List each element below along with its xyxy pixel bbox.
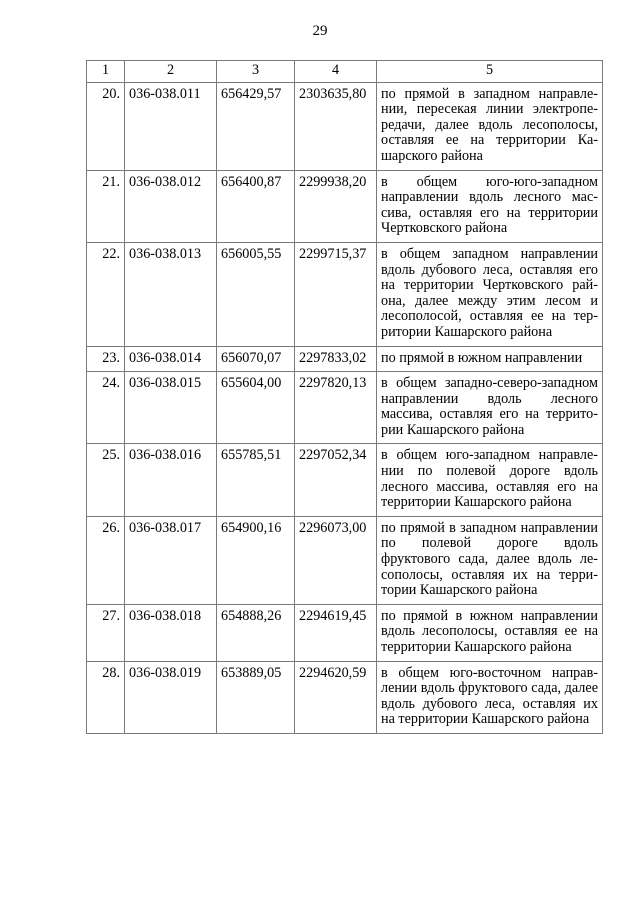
row-number: 20. — [87, 82, 125, 170]
coord-x: 655604,00 — [217, 372, 295, 444]
boundary-description: по прямой в южном направлении — [377, 346, 603, 372]
header-col-4: 4 — [295, 61, 377, 83]
row-number: 22. — [87, 242, 125, 346]
point-code: 036-038.013 — [125, 242, 217, 346]
coord-x: 656400,87 — [217, 170, 295, 242]
boundary-description: в общем юго-восточном направлении вдоль фруктового сада, далее вдоль дубового леса, оставляя их на территории Кашарского района — [377, 661, 603, 733]
coord-x: 656070,07 — [217, 346, 295, 372]
header-col-3: 3 — [217, 61, 295, 83]
table-row — [87, 346, 603, 372]
coord-y: 2296073,00 — [295, 516, 377, 604]
coord-y: 2303635,80 — [295, 82, 377, 170]
point-code: 036-038.012 — [125, 170, 217, 242]
table-row — [87, 661, 603, 733]
coord-y: 2297820,13 — [295, 372, 377, 444]
row-number: 26. — [87, 516, 125, 604]
row-number: 24. — [87, 372, 125, 444]
row-number: 21. — [87, 170, 125, 242]
coord-y: 2297052,34 — [295, 444, 377, 516]
coord-y: 2294619,45 — [295, 604, 377, 661]
coord-x: 656005,55 — [217, 242, 295, 346]
table-row — [87, 372, 603, 444]
point-code: 036-038.014 — [125, 346, 217, 372]
boundary-description: по прямой в западном направлении по полевой дороге вдоль фруктового сада, далее вдоль лесополосы, оставляя их на территории Кашарского района — [377, 516, 603, 604]
table-row — [87, 82, 603, 170]
row-number: 28. — [87, 661, 125, 733]
table-row — [87, 444, 603, 516]
table-row — [87, 516, 603, 604]
point-code: 036-038.019 — [125, 661, 217, 733]
page-number: 29 — [312, 23, 328, 39]
header-col-2: 2 — [125, 61, 217, 83]
boundary-description: в общем западном направлении вдоль дубового леса, оставляя его на территории Чертковского района, далее между этим лесом и лесополосой, оставляя ее на территории Кашарского района — [377, 242, 603, 346]
coord-y: 2294620,59 — [295, 661, 377, 733]
point-code: 036-038.016 — [125, 444, 217, 516]
coord-x: 656429,57 — [217, 82, 295, 170]
header-col-1: 1 — [87, 61, 125, 83]
header-row — [87, 61, 603, 83]
coord-y: 2299715,37 — [295, 242, 377, 346]
point-code: 036-038.015 — [125, 372, 217, 444]
coord-x: 655785,51 — [217, 444, 295, 516]
coord-y: 2297833,02 — [295, 346, 377, 372]
header-col-5: 5 — [377, 61, 603, 83]
boundary-description: по прямой в южном направлении вдоль лесополосы, оставляя ее на территории Кашарского района — [377, 604, 603, 661]
point-code: 036-038.011 — [125, 82, 217, 170]
boundary-description: в общем юго-юго-западном направлении вдоль лесного массива, оставляя его на территории Чертковского района — [377, 170, 603, 242]
boundary-description: в общем западно-северо-западном направлении вдоль лесного массива, оставляя его на территории Кашарского района — [377, 372, 603, 444]
coord-x: 654888,26 — [217, 604, 295, 661]
boundary-description: в общем юго-западном направлении по полевой дороге вдоль лесного массива, оставляя его на территории Кашарского района — [377, 444, 603, 516]
boundary-points-table — [86, 60, 603, 734]
row-number: 27. — [87, 604, 125, 661]
table-row — [87, 170, 603, 242]
table-row — [87, 242, 603, 346]
coord-y: 2299938,20 — [295, 170, 377, 242]
point-code: 036-038.017 — [125, 516, 217, 604]
coord-x: 653889,05 — [217, 661, 295, 733]
row-number: 25. — [87, 444, 125, 516]
boundary-description: по прямой в западном направлении, пересекая линии электропередачи, далее вдоль лесополосы, оставляя ее на территории Кашарского района — [377, 82, 603, 170]
row-number: 23. — [87, 346, 125, 372]
table-row — [87, 604, 603, 661]
coord-x: 654900,16 — [217, 516, 295, 604]
point-code: 036-038.018 — [125, 604, 217, 661]
